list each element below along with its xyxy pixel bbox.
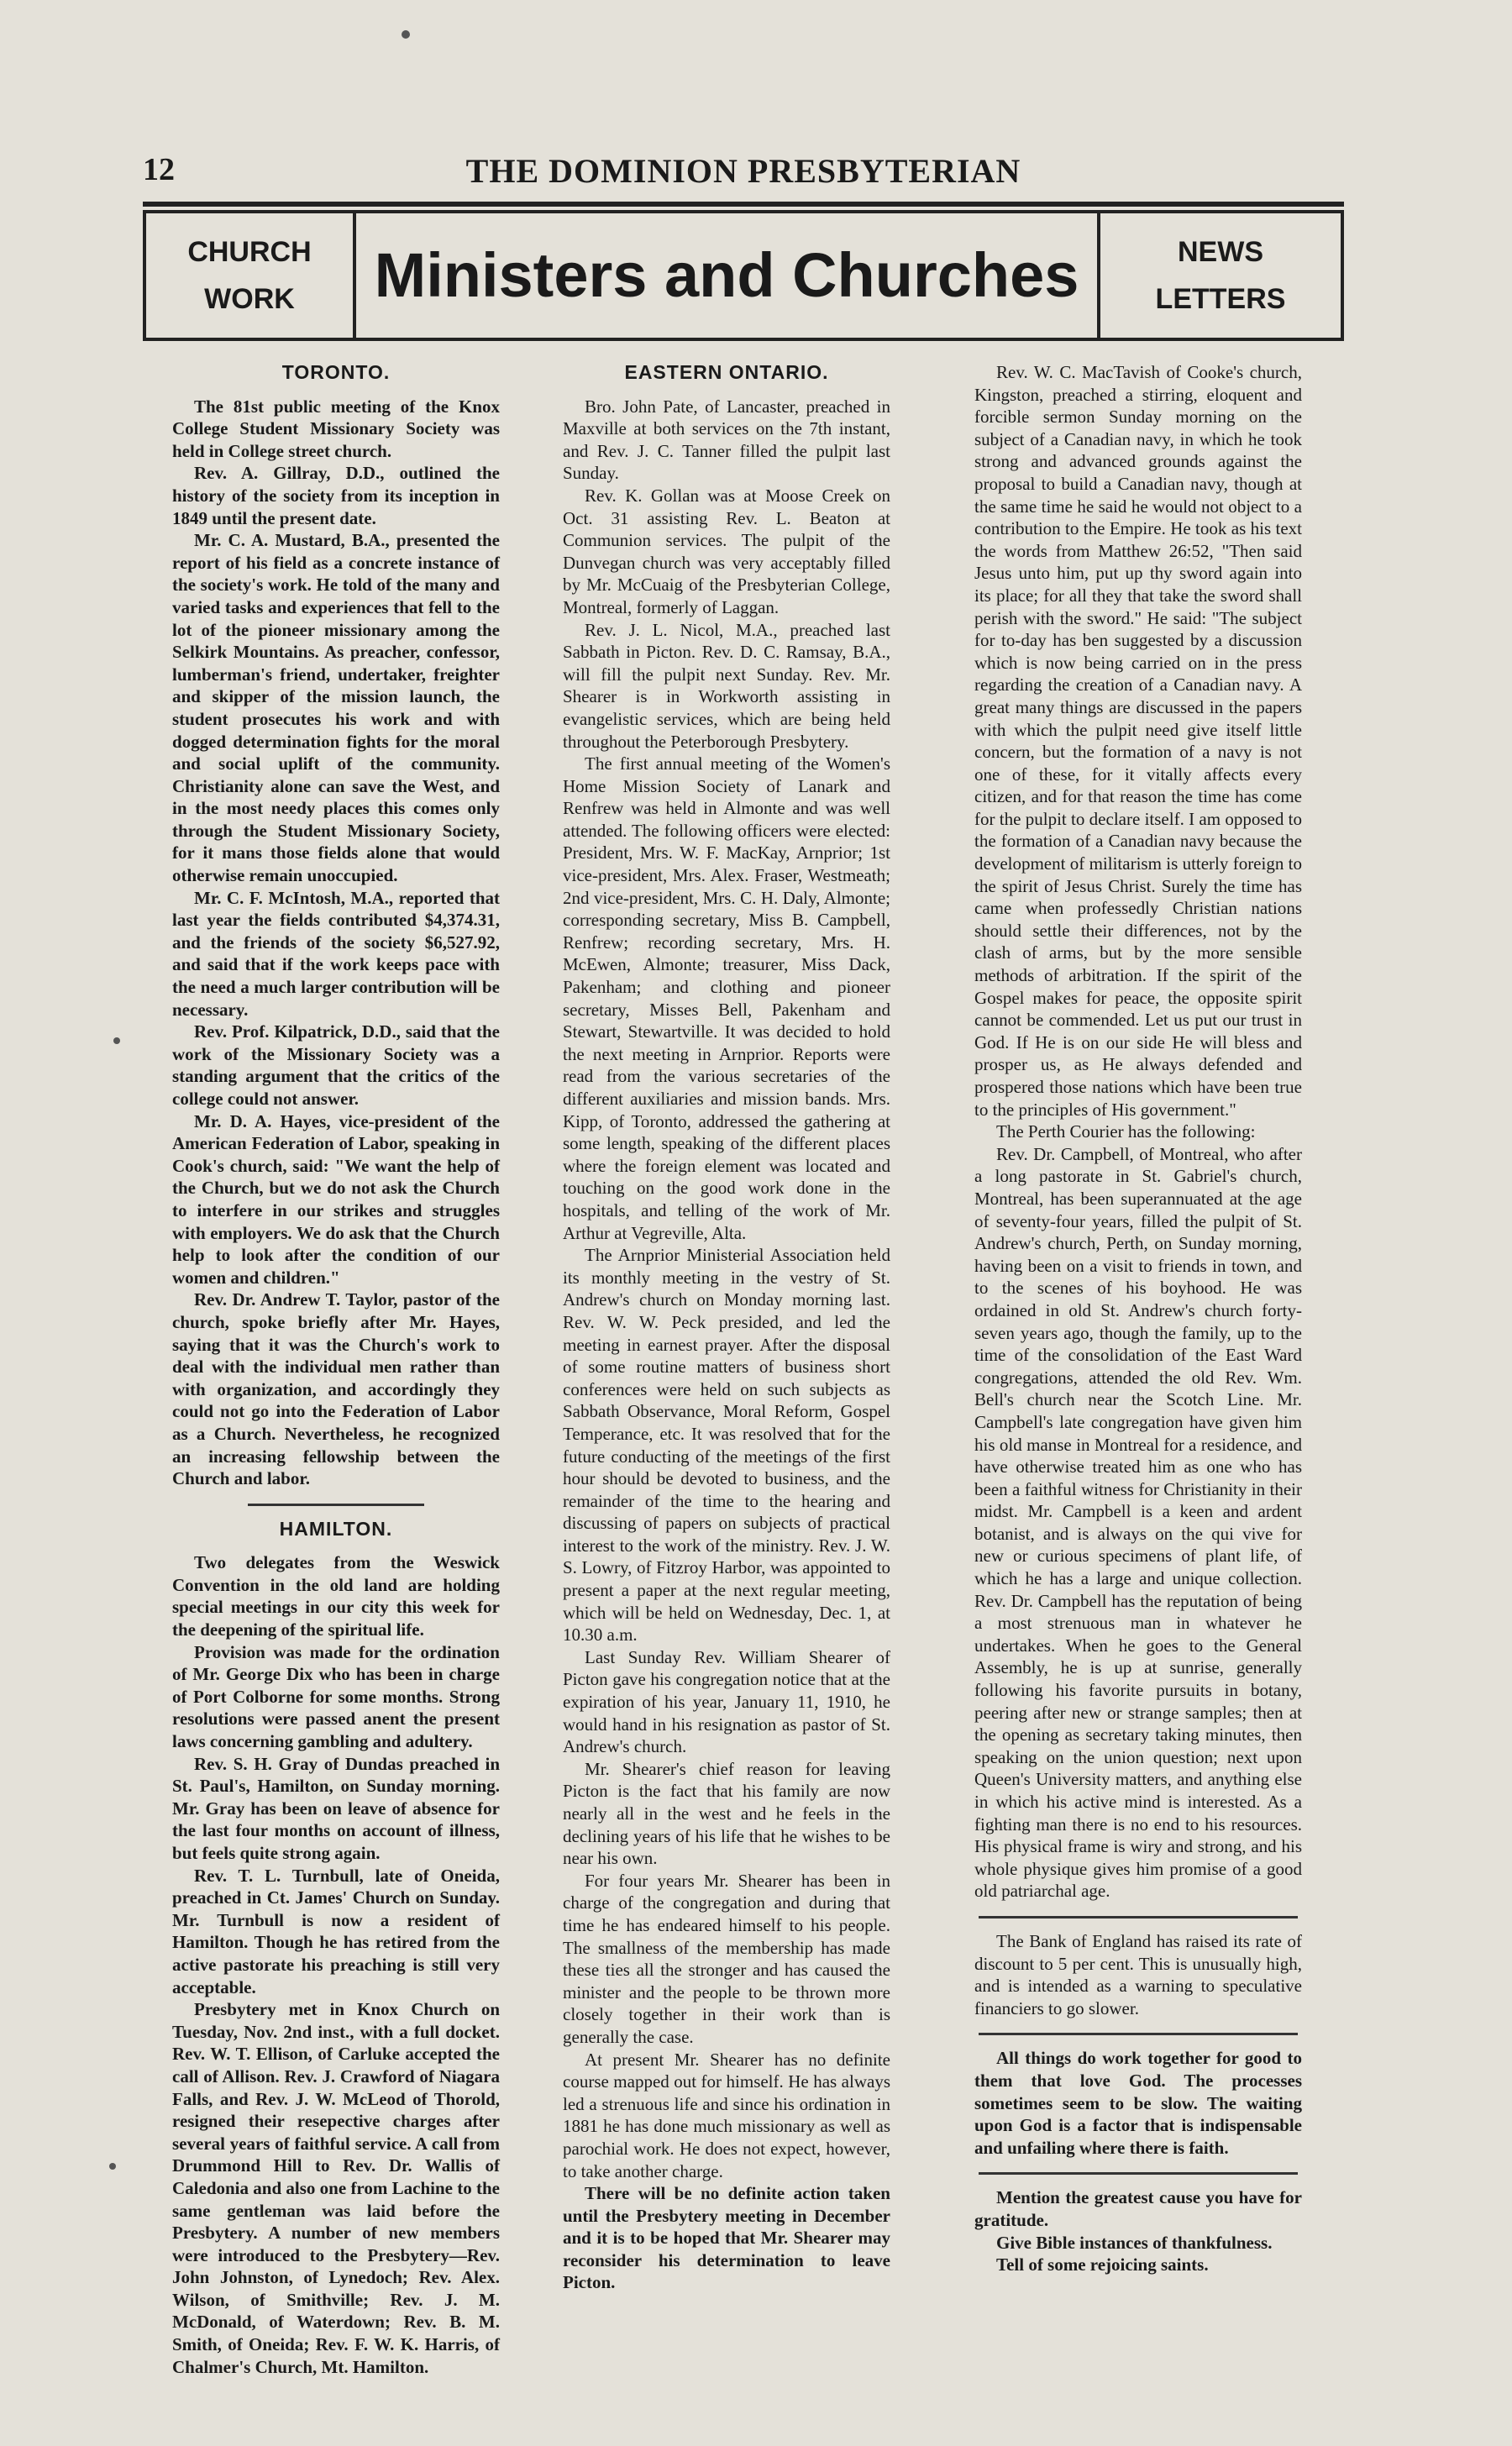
eastern-paragraph: For four years Mr. Shearer has been in charge of the congregation and during that time he has endeared himself to his people. The smallness of the membership has made these ties all the stronger and has caused the minister and the people to be thrown more closely together in their work than is generally the case. <box>563 1870 890 2047</box>
news-letters-box <box>1097 213 1341 338</box>
hamilton-paragraph: Rev. S. H. Gray of Dundas preached in St. Paul's, Hamilton, on Sunday morning. Mr. Gray has been on leave of absence for the last four months on account of illness, but feels quite strong again. <box>172 1753 500 1863</box>
final-note-3: Tell of some rejoicing saints. <box>996 2254 1209 2275</box>
eastern-ontario-heading: EASTERN ONTARIO. <box>624 361 829 383</box>
toronto-paragraph: Rev. Dr. Andrew T. Taylor, pastor of the church, spoke briefly after Mr. Hayes, saying that it was the Church's work to deal with the individual men rather than with organization, and accordingly they could not go into the Federation of Labor as a Church. Nevertheless, he recognized an increasing fellowship between the Church and labor. <box>172 1289 500 1489</box>
bank-note: The Bank of England has raised its rate of discount to 5 per cent. This is unusually high, and is intended as a warning to speculative financiers to go slower. <box>974 1930 1302 2018</box>
section-divider <box>979 2033 1298 2035</box>
hamilton-paragraph: Rev. T. L. Turnbull, late of Oneida, preached in Ct. James' Church on Sunday. Mr. Turnbull is now a resident of Hamilton. Though he has retired from the active pastorate his preaching is still very acceptable. <box>172 1865 500 1997</box>
toronto-heading: TORONTO. <box>281 361 391 383</box>
column-1 <box>172 361 500 2378</box>
top-rule <box>143 202 1344 207</box>
church-label: CHURCH <box>187 236 312 268</box>
eastern-paragraph: Rev. J. L. Nicol, M.A., preached last Sabbath in Picton. Rev. D. C. Ramsay, B.A., will fill the pulpit next Sunday. Rev. Mr. Shearer is in Workworth assisting in evangelistic services, which are being held throughout the Peterborough Presbytery. <box>563 619 890 752</box>
scan-speck <box>109 2163 116 2170</box>
eastern-paragraph: The first annual meeting of the Women's Home Mission Society of Lanark and Renfrew was held in Almonte and was well attended. The following officers were elected: President, Mrs. W. F. MacKay, Arnprior; 1st vice-president, Mrs. Alex. Fraser, Westmeath; 2nd vice-president, Mrs. C. H. Daly, Almonte; corresponding secretary, Miss B. Campbell, Renfrew; recording secretary, Mrs. H. McEwen, Almonte; treasurer, Miss Dack, Pakenham; and clothing and pioneer secretary, Misses Bell, Pakenham and Stewart, Stewartville. It was decided to hold the next meeting in Arnprior. Reports were read from the various secretaries of the different auxiliaries and mission bands. Mrs. Kipp, of Toronto, addressed the gathering at some length, speaking of the different places where the foreign element was located and touching on the good work done in the hospitals, and telling of the work of Mr. Arthur at Vegreville, Alta. <box>563 753 890 1243</box>
eastern-paragraph: The Arnprior Ministerial Association held its monthly meeting in the vestry of St. Andrew's church on Monday morning last. Rev. W. W. Peck presided, and led the meeting in earnest prayer. After the disposal of some routine matters of business short conferences were held on such subjects as Sabbath Observance, Moral Reform, Gospel Temperance, etc. It was resolved that for the future conducting of the meetings of the first hour should be devoted to business, and the remainder of the time to the hearing and discussing of papers on subjects of practical interest to the work of the ministry. Rev. J. W. S. Lowry, of Fitzroy Harbor, was appointed to present a paper at the next regular meeting, which will be held on Wednesday, Dec. 1, at 10.30 a.m. <box>563 1245 890 1646</box>
hamilton-paragraph: Two delegates from the Weswick Convention in the old land are holding special meetings in our city this week for the deepening of the spiritual life. <box>172 1552 500 1640</box>
page-number: 12 <box>143 152 175 187</box>
column-3 <box>974 361 1302 2276</box>
toronto-paragraph: Mr. D. A. Hayes, vice-president of the American Federation of Labor, speaking in Cook's church, said: "We want the help of the Church, but we do not ask the Church to interfere in our strikes and struggles with employers. We do ask that the Church help to look after the condition of our women and children." <box>172 1110 500 1288</box>
news-label: NEWS <box>1178 236 1263 268</box>
final-note-2: Give Bible instances of thankfulness. <box>996 2232 1273 2253</box>
hamilton-heading: HAMILTON. <box>279 1517 393 1540</box>
eastern-paragraph: Rev. K. Gollan was at Moose Creek on Oct. 31 assisting Rev. L. Beaton at Communion services. The pulpit of the Dunvegan church was very acceptably filled by Mr. McCuaig of the Presbyterian College, Montreal, formerly of Laggan. <box>563 485 890 617</box>
journal-title: THE DOMINION PRESBYTERIAN <box>465 152 1021 190</box>
section-divider <box>979 1916 1298 1918</box>
toronto-paragraph: Rev. Prof. Kilpatrick, D.D., said that the work of the Missionary Society was a standing argument that the critics of the college could not answer. <box>172 1021 500 1109</box>
scan-speck <box>402 30 410 39</box>
eastern-paragraph: There will be no definite action taken until the Presbytery meeting in December and it is to be hoped that Mr. Shearer may reconsider his determination to leave Picton. <box>563 2183 890 2293</box>
article-paragraph: Rev. Dr. Campbell, of Montreal, who after a long pastorate in St. Gabriel's church, Montreal, has been superannuated at the age of seventy-four years, filled the pulpit of St. Andrew's church, Perth, on Sunday morning, having been on a visit to friends in town, and to the scenes of his boyhood. He was ordained in old St. Andrew's church forty-seven years ago, though the family, up to the time of the consolidation of the East Ward congregations, attended the old Rev. Wm. Bell's church near the Scotch Line. Mr. Campbell's late congregation have given him his old manse in Montreal for a residence, and have otherwise treated him as one who has been a faithful witness for Christianity in their midst. Mr. Campbell is a keen and ardent botanist, and is always on the qui vive for new or curious specimens of plant life, of which he has a large and unique collection. Rev. Dr. Campbell has the reputation of being a most strenuous man in whatever he undertakes. When he goes to the General Assembly, he is up at sunrise, generally following his favorite pursuits in botany, peering after new or strange samples; then at the opening as secretary taking minutes, then speaking on the union question; next upon Queen's University matters, and anything else in which his active mind is interested. As a fighting man there is no end to his resources. His physical frame is wiry and strong, and his whole physique gives him promise of a good old patriarchal age. <box>974 1143 1302 1902</box>
section-divider <box>979 2172 1298 2175</box>
faith-note: All things do work together for good to them that love God. The processes sometimes seem to be slow. The waiting upon God is a factor that is indispensable and unfailing where there is faith. <box>974 2048 1302 2158</box>
eastern-paragraph: At present Mr. Shearer has no definite course mapped out for himself. He has always led a strenuous life and since his ordination in 1881 he has done much missionary as well as parochial work. He does not expect, however, to take another charge. <box>563 2049 890 2181</box>
section-divider <box>248 1504 424 1506</box>
letters-label: LETTERS <box>1155 283 1286 315</box>
article-paragraph: Rev. W. C. MacTavish of Cooke's church, Kingston, preached a stirring, eloquent and forcible sermon Sunday morning on the subject of a Canadian navy, in which he took strong and advanced grounds against the proposal to build a Canadian navy, though at the same time he said he would not object to a contribution to the Empire. He took as his text the words from Matthew 26:52, "Then said Jesus unto him, put up thy sword again into its place; for all they that take the sword shall perish with the sword." He said: "The subject for to-day has ben suggested by a discussion which is now being carried on in the press regarding the creation of a Canadian navy. A great many things are discussed in the papers with which the pulpit need give itself little concern, but the formation of a navy is not one of these, for it vitally affects every citizen, and for that reason the time has come for the pulpit to declare itself. I am opposed to the formation of a Canadian navy because the development of militarism is utterly foreign to the spirit of Jesus Christ. Surely the time has came when professedly Christian nations should settle their differences, not by the clash of arms, but by the more sensible methods of arbitration. If the spirit of the Gospel makes for peace, the opposite spirit cannot be commended. Let us put our trust in God. If He is on our side He will bless and prosper us, as He always defended and prospered those nations which have been true to the principles of His government." <box>974 362 1302 1120</box>
toronto-paragraph: Mr. C. A. Mustard, B.A., presented the report of his field as a concrete instance of the society's work. He told of the many and varied tasks and experiences that fell to the lot of the pioneer missionary among the Selkirk Mountains. As preacher, confessor, lumberman's friend, undertaker, freighter and skipper of the mission launch, the student prosecutes his work and with dogged determination fights for the moral and social uplift of the community. Christianity alone can save the West, and in the most needy places this comes only through the Student Missionary Society, for it mans those fields alone that would otherwise remain unoccupied. <box>172 530 500 886</box>
section-banner <box>143 210 1344 341</box>
running-head <box>143 151 1344 202</box>
eastern-paragraph: Last Sunday Rev. William Shearer of Picton gave his congregation notice that at the expiration of his year, January 11, 1910, he would hand in his resignation as pastor of St. Andrew's church. <box>563 1646 890 1757</box>
scan-speck <box>113 1037 120 1044</box>
article-paragraph: The Perth Courier has the following: <box>996 1121 1256 1142</box>
hamilton-paragraph: Presbytery met in Knox Church on Tuesday, Nov. 2nd inst., with a full docket. Rev. W. T. Ellison, of Carluke accepted the call of Allison. Rev. J. Crawford of Niagara Falls, and Rev. J. W. McLeod of Thorold, resigned their resepective charges after several years of faithful service. A call from Drummond Hill to Rev. Dr. Wallis of Caledonia and also one from Lachine to the same gentleman was laid before the Presbytery. A number of new members were introduced to the Presbytery—Rev. John Johnston, of Lynedoch; Rev. Alex. Wilson, of Smithville; Rev. J. M. McDonald, of Waterdown; Rev. B. M. Smith, of Oneida; Rev. F. W. K. Harris, of Chalmer's Church, Mt. Hamilton. <box>172 1999 500 2377</box>
eastern-paragraph: Mr. Shearer's chief reason for leaving Picton is the fact that his family are now nearly all in the west and he feels in the declining years of his life that he wishes to be near his own. <box>563 1758 890 1869</box>
toronto-paragraph: Rev. A. Gillray, D.D., outlined the history of the society from its inception in 1849 until the present date. <box>172 463 500 528</box>
eastern-paragraph: Bro. John Pate, of Lancaster, preached in Maxville at both services on the 7th instant, and Rev. J. C. Tanner filled the pulpit last Sunday. <box>563 396 890 484</box>
final-note-1: Mention the greatest cause you have for gratitude. <box>974 2187 1302 2230</box>
work-label: WORK <box>204 283 295 315</box>
toronto-paragraph: Mr. C. F. McIntosh, M.A., reported that last year the fields contributed $4,374.31, and the friends of the society $6,527.92, and said that if the work keeps pace with the need a much larger contribution will be necessary. <box>172 887 500 1020</box>
church-work-box <box>146 213 356 338</box>
toronto-paragraph: The 81st public meeting of the Knox College Student Missionary Society was held in College street church. <box>172 396 500 461</box>
section-title: Ministers and Churches <box>374 240 1079 310</box>
hamilton-paragraph: Provision was made for the ordination of Mr. George Dix who has been in charge of Port Colborne for some months. Strong resolutions were passed anent the present laws concerning gambling and adultery. <box>172 1641 500 1752</box>
column-2 <box>563 361 890 2294</box>
